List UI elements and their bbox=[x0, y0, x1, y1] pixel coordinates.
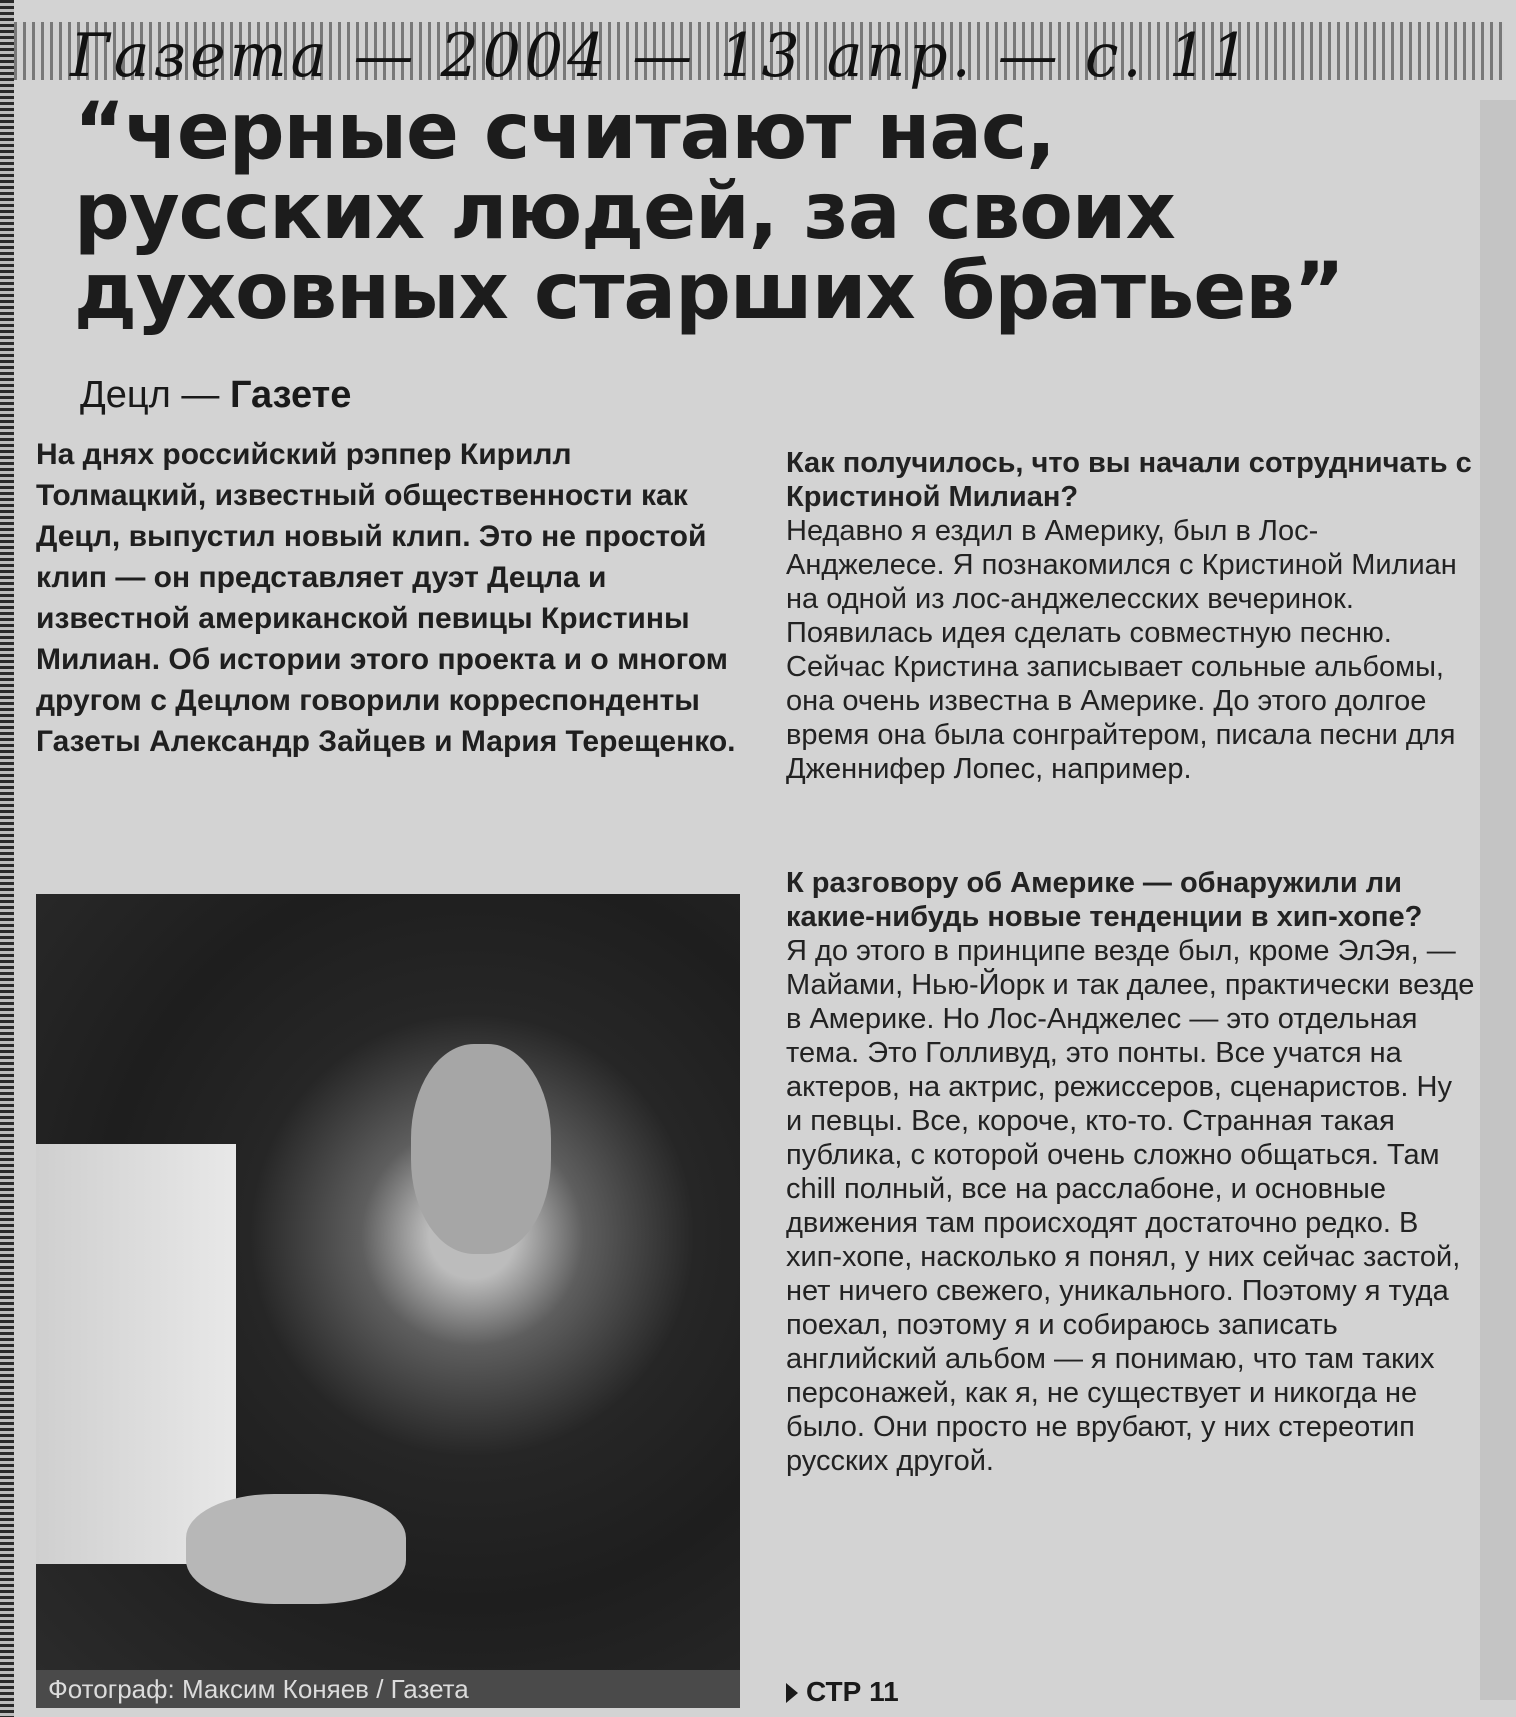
byline bbox=[80, 370, 580, 420]
headline-line-1: “черные считают нас, bbox=[74, 87, 1055, 177]
interview-question: Как получилось, что вы начали сотрудничать с Кристиной Милиан? bbox=[786, 447, 1472, 513]
interview-answer: Я до этого в принципе везде был, кроме ЭлЭя, — Майами, Нью-Йорк и так далее, практически везде в Америке. Но Лос-Анджелес — это отдельная тема. Это Голливуд, это понты. Все учатся на актеров, на актрис, режиссеров, сценаристов. Ну и певцы. Все, короче, кто-то. Странная такая публика, с которой очень сложно общаться. Там chill полный, все на расслабоне, и основные движения там происходят достаточно редко. В хип-хопе, насколько я понял, у них сейчас застой, нет ничего свежего, уникального. Поэтому я туда поехал, поэтому я и собираюсь записать английский альбом — я понимаю, что там таких персонажей, как я, не существует и никогда не было. Они просто не врубают, у них стереотип русских другой. bbox=[786, 935, 1475, 1477]
headline bbox=[74, 87, 1344, 337]
byline-publication: Газете bbox=[229, 374, 352, 416]
photo-face bbox=[411, 1044, 551, 1254]
interview-block-1 bbox=[786, 446, 1476, 786]
byline-speaker: Децл bbox=[80, 374, 171, 416]
photo-caption: Фотограф: Максим Коняев / Газета bbox=[48, 1674, 469, 1704]
photo-hands bbox=[186, 1494, 406, 1604]
adjacent-column-edge bbox=[1480, 100, 1516, 1700]
continued-label: СТР 11 bbox=[806, 1676, 899, 1707]
handwritten-note: Газета — 2004 — 13 апр. — с. 11 bbox=[70, 21, 1253, 91]
byline-dash: — bbox=[170, 374, 230, 416]
interview-answer: Недавно я ездил в Америку, был в Лос-Анджелесе. Я познакомился с Кристиной Милиан на одной из лос-анджелесских вечеринок. Появилась идея сделать совместную песню. Сейчас Кристина записывает сольные альбомы, она очень известна в Америке. До этого долгое время она была сонграйтером, писала песни для Дженнифер Лопес, например. bbox=[786, 515, 1457, 785]
perforated-edge bbox=[0, 0, 14, 1717]
interview-block-2 bbox=[786, 866, 1476, 1478]
headline-line-3: духовных старших братьев” bbox=[74, 247, 1344, 337]
headline-line-2: русских людей, за своих bbox=[74, 167, 1175, 257]
photo-background-wall bbox=[36, 1144, 236, 1564]
portrait-photo bbox=[36, 894, 740, 1670]
continued-on-page bbox=[786, 1674, 986, 1710]
lead-paragraph: На днях российский рэппер Кирилл Толмацкий, известный общественности как Децл, выпустил новый клип. Это не простой клип — он представляет дуэт Децла и известной американской певицы Кристины Милиан. Об истории этого проекта и о многом другом с Децлом говорили корреспонденты Газеты Александр Зайцев и Мария Терещенко. bbox=[36, 438, 736, 758]
interview-question: К разговору об Америке — обнаружили ли какие-нибудь новые тенденции в хип-хопе? bbox=[786, 867, 1423, 933]
triangle-right-icon bbox=[786, 1683, 798, 1703]
